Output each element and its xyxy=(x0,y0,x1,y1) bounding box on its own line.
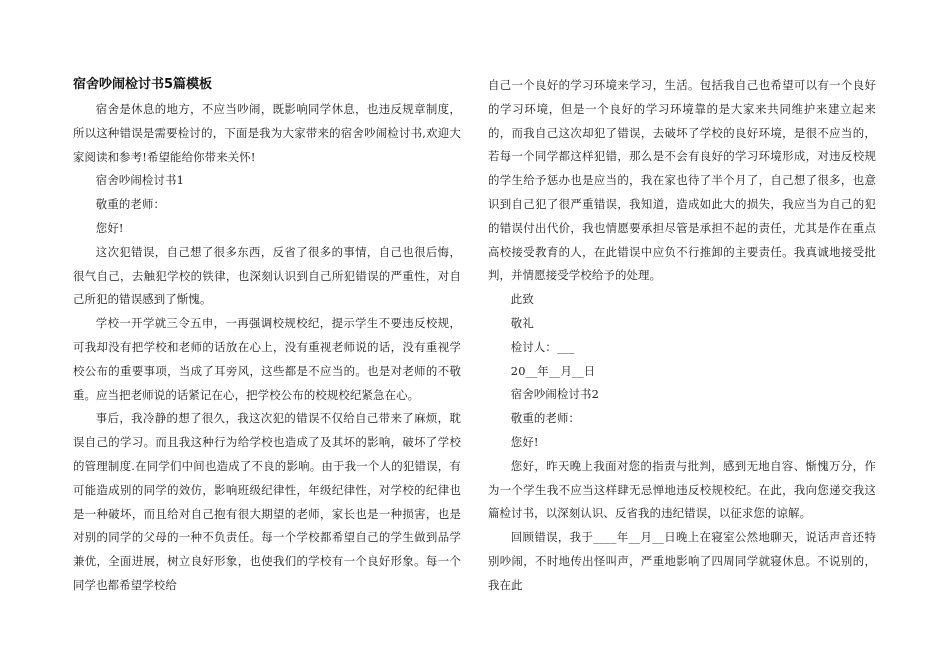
signature-line: 检讨人：___ xyxy=(510,339,575,354)
section-heading-2: 宿舍吵闹检讨书2 xyxy=(510,387,599,402)
salutation: 敬重的老师： xyxy=(510,411,581,426)
left-column xyxy=(73,74,461,598)
salutation: 敬重的老师： xyxy=(95,197,166,212)
intro-paragraph: 宿舍是休息的地方，不应当吵闹，既影响同学休息，也违反规章制度，所以这种错误是需要检讨的，下面是我为大家带来的宿舍吵闹检讨书,欢迎大家阅读和参考!希望能给你带来关怀! xyxy=(73,102,461,164)
body-paragraph: 事后，我冷静的想了很久，我这次犯的错误不仅给自己带来了麻烦，耽误自己的学习。而且我这种行为给学校也造成了及其坏的影响，破坏了学校的管理制度.在同学们中间也造成了不良的影响。由于我一个人的犯错误，有可能造成别的同学的效仿，影响班级纪律性，年级纪律性，对学校的纪律也是一种破坏，而且给对自己抱有很大期望的老师，家长也是一种损害，也是对别的同学的父母的一种不负责任。每一个学校都希望自己的学生做到品学兼优，全面进展，树立良好形象，也使我们的学校有一个良好形象。每一个同学也都希望学校给 xyxy=(73,411,461,592)
date-line: 20__年__月__日 xyxy=(510,363,596,378)
document-title: 宿舍吵闹检讨书5篇模板 xyxy=(73,77,213,92)
body-paragraph: 回顾错误，我于____年__月__日晚上在寝室公然地聊天，说话声音还特别吵闹，不时地传出怪叫声，严重地影响了四周同学就寝休息。不说别的，我在此 xyxy=(488,530,876,592)
greeting: 您好! xyxy=(95,220,124,235)
body-paragraph: 您好，昨天晚上我面对您的指责与批判，感到无地自容、惭愧万分，作为一个学生我不应当这样肆无忌惮地违反校规校纪。在此，我向您递交我这篇检讨书，以深刻认识、反省我的违纪错误，以征求您的谅解。 xyxy=(488,458,876,521)
body-paragraph: 学校一开学就三令五申，一再强调校规校纪，提示学生不要违反校规，可我却没有把学校和老师的话放在心上，没有重视老师说的话，没有重视学校公布的重要事项，当成了耳旁风，这些都是不应当的。也是对老师的不敬重。应当把老师说的话紧记在心，把学校公布的校规校纪紧急在心。 xyxy=(73,316,461,402)
right-column xyxy=(488,74,876,598)
body-paragraph: 这次犯错误，自己想了很多东西，反省了很多的事情，自己也很后悔，很气自己，去触犯学校的铁律，也深刻认识到自己所犯错误的严重性，对自己所犯的错误感到了惭愧。 xyxy=(73,244,461,307)
closing-jingli: 敬礼 xyxy=(510,315,534,330)
greeting: 您好! xyxy=(510,434,539,449)
closing-cizhi: 此致 xyxy=(510,292,534,307)
section-heading-1: 宿舍吵闹检讨书1 xyxy=(95,173,184,188)
body-paragraph-continued: 自己一个良好的学习环境来学习，生活。包括我自己也希望可以有一个良好的学习环境，但是一个良好的学习环境靠的是大家来共同维护来建立起来的，而我自己这次却犯了错误，去破坏了学校的良好环境，是很不应当的，若每一个同学都这样犯错，那么是不会有良好的学习环境形成，对违反校规的学生给予惩办也是应当的，我在家也待了半个月了，自己想了很多，也意识到自己犯了很严重错误，我知道，造成如此大的损失，我应当为自己的犯的错误付出代价，我也情愿要承担尽管是承担不起的责任，尤其是作在重点高校接受教育的人，在此错误中应负不行推卸的主要责任。我真诚地接受批判，并情愿接受学校给予的处理。 xyxy=(488,78,876,283)
